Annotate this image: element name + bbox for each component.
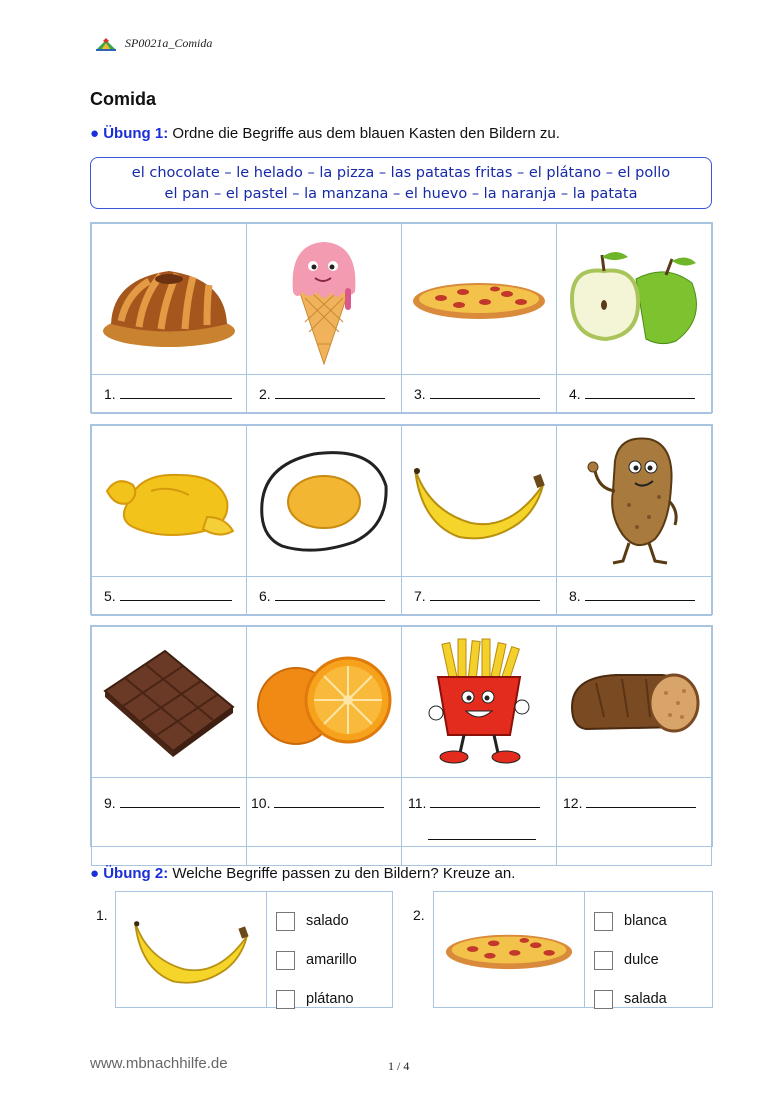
question-picture <box>434 892 585 1007</box>
answer-cell[interactable] <box>92 778 247 866</box>
picture-cell <box>247 426 402 577</box>
answer-cell[interactable] <box>402 375 557 414</box>
answer-line[interactable] <box>275 590 385 601</box>
option-list <box>585 892 712 1007</box>
option-label: salada <box>624 991 667 1007</box>
option-label: amarillo <box>306 952 357 968</box>
chocolate-icon <box>101 647 237 757</box>
question-number: 2. <box>413 907 425 923</box>
answer-line[interactable] <box>585 388 695 399</box>
option-row[interactable] <box>276 979 392 1019</box>
answer-line[interactable] <box>120 590 232 601</box>
checkbox[interactable] <box>594 990 613 1009</box>
item-number: 9. <box>104 795 116 811</box>
option-label: salado <box>306 913 349 929</box>
exercise2-instruction: Welche Begriffe passen zu den Bildern? Kreuze an. <box>172 865 516 882</box>
french-fries-icon <box>424 637 534 767</box>
exercise1-instruction: Ordne die Begriffe aus dem blauen Kasten den Bildern zu. <box>172 125 560 142</box>
answer-line[interactable] <box>430 590 540 601</box>
item-number: 4. <box>569 386 581 402</box>
picture-cell <box>92 426 247 577</box>
word-box <box>90 157 712 209</box>
answer-line[interactable] <box>120 388 232 399</box>
chicken-icon <box>99 461 239 541</box>
picture-cell <box>557 627 712 778</box>
question-box-1 <box>115 891 393 1008</box>
document-code: SP0021a_Comida <box>125 36 213 50</box>
page-header <box>95 36 212 51</box>
option-row[interactable] <box>276 901 392 941</box>
word-box-line2: el pan – el pastel – la manzana – el huevo – la naranja – la patata <box>164 186 638 202</box>
apple-icon <box>566 249 702 349</box>
bread-icon <box>566 667 702 737</box>
option-label: dulce <box>624 952 659 968</box>
item-number: 7. <box>414 588 426 604</box>
picture-grid-2 <box>90 424 713 615</box>
checkbox[interactable] <box>276 912 295 931</box>
option-row[interactable] <box>276 940 392 980</box>
potato-icon <box>579 431 689 571</box>
checkbox[interactable] <box>276 951 295 970</box>
picture-cell <box>402 426 557 577</box>
exercise1-label: ● Übung 1: <box>90 125 169 142</box>
answer-line[interactable] <box>430 388 540 399</box>
footer-website: www.mbnachhilfe.de <box>90 1055 228 1072</box>
answer-cell[interactable] <box>402 778 557 866</box>
answer-line-second[interactable] <box>428 811 536 840</box>
exercise1-heading <box>90 125 560 142</box>
item-number: 1. <box>104 386 116 402</box>
ice-cream-icon <box>279 232 369 367</box>
egg-icon <box>254 446 394 556</box>
picture-cell <box>557 426 712 577</box>
item-number: 12. <box>563 795 583 811</box>
answer-line[interactable] <box>585 590 695 601</box>
option-row[interactable] <box>594 901 712 941</box>
option-label: blanca <box>624 913 667 929</box>
page-title: Comida <box>90 89 157 109</box>
item-number: 11. <box>408 795 427 811</box>
answer-cell[interactable] <box>557 577 712 616</box>
answer-cell[interactable] <box>247 577 402 616</box>
picture-cell <box>402 224 557 375</box>
item-number: 10. <box>251 795 271 811</box>
option-list <box>267 892 392 1007</box>
item-number: 8. <box>569 588 581 604</box>
question-box-2 <box>433 891 713 1008</box>
option-row[interactable] <box>594 940 712 980</box>
logo-icon <box>95 37 117 51</box>
pizza-icon <box>411 274 547 324</box>
question-number: 1. <box>96 907 108 923</box>
picture-cell <box>247 627 402 778</box>
option-row[interactable] <box>594 979 712 1019</box>
orange-icon <box>256 652 392 752</box>
banana-icon <box>409 461 549 541</box>
item-number: 3. <box>414 386 426 402</box>
checkbox[interactable] <box>594 951 613 970</box>
answer-line[interactable] <box>120 797 240 808</box>
picture-cell <box>402 627 557 778</box>
answer-line[interactable] <box>275 388 385 399</box>
picture-cell <box>92 627 247 778</box>
item-number: 2. <box>259 386 271 402</box>
cake-icon <box>99 239 239 359</box>
page-number: 1 / 4 <box>388 1059 410 1073</box>
pizza-icon <box>444 926 574 974</box>
word-box-line1: el chocolate – le helado – la pizza – las patatas fritas – el plátano – el pollo <box>131 165 671 181</box>
picture-grid-1 <box>90 222 713 413</box>
picture-grid-3 <box>90 625 713 847</box>
answer-cell[interactable] <box>557 778 712 866</box>
checkbox[interactable] <box>594 912 613 931</box>
answer-cell[interactable] <box>92 577 247 616</box>
exercise2-heading <box>90 865 515 882</box>
option-label: plátano <box>306 991 354 1007</box>
answer-cell[interactable] <box>247 778 402 866</box>
answer-cell[interactable] <box>557 375 712 414</box>
question-picture <box>116 892 267 1007</box>
checkbox[interactable] <box>276 990 295 1009</box>
banana-icon <box>123 915 259 985</box>
item-number: 5. <box>104 588 116 604</box>
answer-line[interactable] <box>430 797 540 808</box>
answer-line[interactable] <box>274 797 384 808</box>
picture-cell <box>92 224 247 375</box>
answer-cell[interactable] <box>402 577 557 616</box>
item-number: 6. <box>259 588 271 604</box>
answer-cell[interactable] <box>247 375 402 414</box>
exercise2-label: ● Übung 2: <box>90 865 169 882</box>
picture-cell <box>557 224 712 375</box>
answer-line[interactable] <box>586 797 696 808</box>
picture-cell <box>247 224 402 375</box>
answer-cell[interactable] <box>92 375 247 414</box>
